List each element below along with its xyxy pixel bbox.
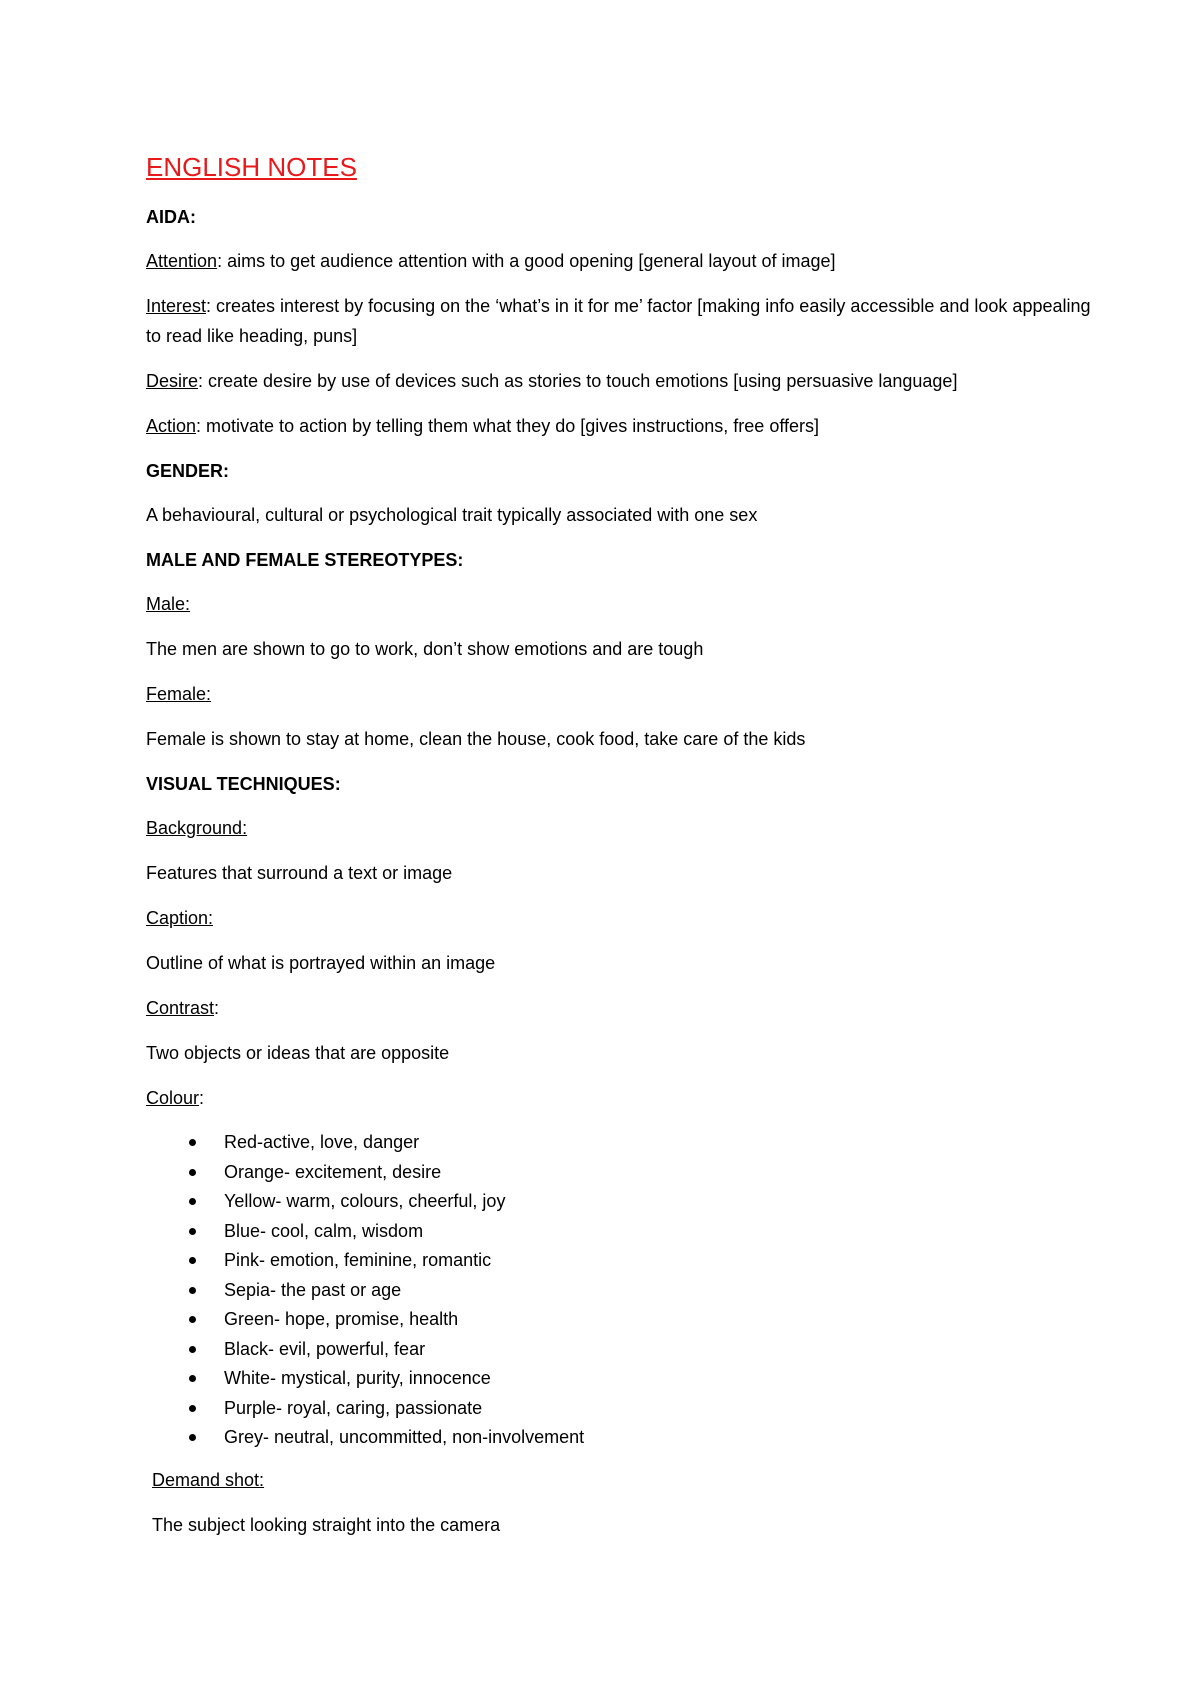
female-label: Female:: [146, 684, 212, 704]
document-title: ENGLISH NOTES: [146, 152, 357, 182]
bullet-icon: [189, 1316, 196, 1323]
gender-definition: A behavioural, cultural or psychological trait typically associated with one sex: [146, 505, 758, 525]
list-item: Sepia- the past or age: [146, 1276, 1106, 1306]
document-body: [146, 150, 1106, 1555]
list-item: Green- hope, promise, health: [146, 1305, 1106, 1335]
bullet-icon: [189, 1169, 196, 1176]
list-item: Red-active, love, danger: [146, 1128, 1106, 1158]
colour-label-line: [146, 1083, 1106, 1113]
colour-label: Colour: [146, 1088, 200, 1108]
bullet-icon: [189, 1228, 196, 1235]
attention-text: : aims to get audience attention with a good opening [general layout of image]: [217, 251, 836, 271]
background-label: Background:: [146, 818, 248, 838]
bullet-icon: [189, 1375, 196, 1382]
bullet-icon: [189, 1139, 196, 1146]
contrast-label: Contrast: [146, 998, 215, 1018]
desire-term: Desire: [146, 371, 199, 391]
bullet-icon: [189, 1198, 196, 1205]
aida-action: [146, 411, 1106, 441]
bullet-icon: [189, 1287, 196, 1294]
contrast-colon: :: [214, 998, 220, 1018]
contrast-label-line: [146, 993, 1106, 1023]
attention-term: Attention: [146, 251, 218, 271]
male-text: The men are shown to go to work, don’t show emotions and are tough: [146, 639, 704, 659]
aida-attention: [146, 246, 1106, 276]
aida-desire: [146, 366, 1106, 396]
visual-techniques-heading: VISUAL TECHNIQUES:: [146, 774, 341, 794]
list-item: Black- evil, powerful, fear: [146, 1335, 1106, 1365]
demand-shot-label: Demand shot:: [152, 1469, 265, 1490]
action-term: Action: [146, 416, 197, 436]
caption-label: Caption:: [146, 908, 214, 928]
background-text: Features that surround a text or image: [146, 863, 453, 883]
colour-list: [146, 1128, 1106, 1453]
interest-text: : creates interest by focusing on the ‘what’s in it for me’ factor [making info easily accessible and look appealing to read like heading, puns]: [146, 296, 1091, 346]
gender-heading: GENDER:: [146, 461, 230, 481]
aida-interest: [146, 291, 1106, 351]
caption-text: Outline of what is portrayed within an image: [146, 953, 496, 973]
contrast-text: Two objects or ideas that are opposite: [146, 1043, 450, 1063]
list-item: White- mystical, purity, innocence: [146, 1364, 1106, 1394]
stereotypes-heading: MALE AND FEMALE STEREOTYPES:: [146, 550, 464, 570]
aida-heading: AIDA:: [146, 207, 196, 227]
list-item: Pink- emotion, feminine, romantic: [146, 1246, 1106, 1276]
action-text: : motivate to action by telling them what they do [gives instructions, free offers]: [196, 416, 820, 436]
demand-shot-text: The subject looking straight into the camera: [152, 1514, 501, 1535]
bullet-icon: [189, 1405, 196, 1412]
bullet-icon: [189, 1346, 196, 1353]
colour-colon: :: [199, 1088, 205, 1108]
desire-text: : create desire by use of devices such as stories to touch emotions [using persuasive language]: [198, 371, 958, 391]
bullet-icon: [189, 1434, 196, 1441]
list-item: Blue- cool, calm, wisdom: [146, 1217, 1106, 1247]
list-item: Yellow- warm, colours, cheerful, joy: [146, 1187, 1106, 1217]
male-label: Male:: [146, 594, 191, 614]
bullet-icon: [189, 1257, 196, 1264]
list-item: Orange- excitement, desire: [146, 1158, 1106, 1188]
list-item: Purple- royal, caring, passionate: [146, 1394, 1106, 1424]
interest-term: Interest: [146, 296, 207, 316]
female-text: Female is shown to stay at home, clean the house, cook food, take care of the kids: [146, 729, 806, 749]
list-item: Grey- neutral, uncommitted, non-involvement: [146, 1423, 1106, 1453]
